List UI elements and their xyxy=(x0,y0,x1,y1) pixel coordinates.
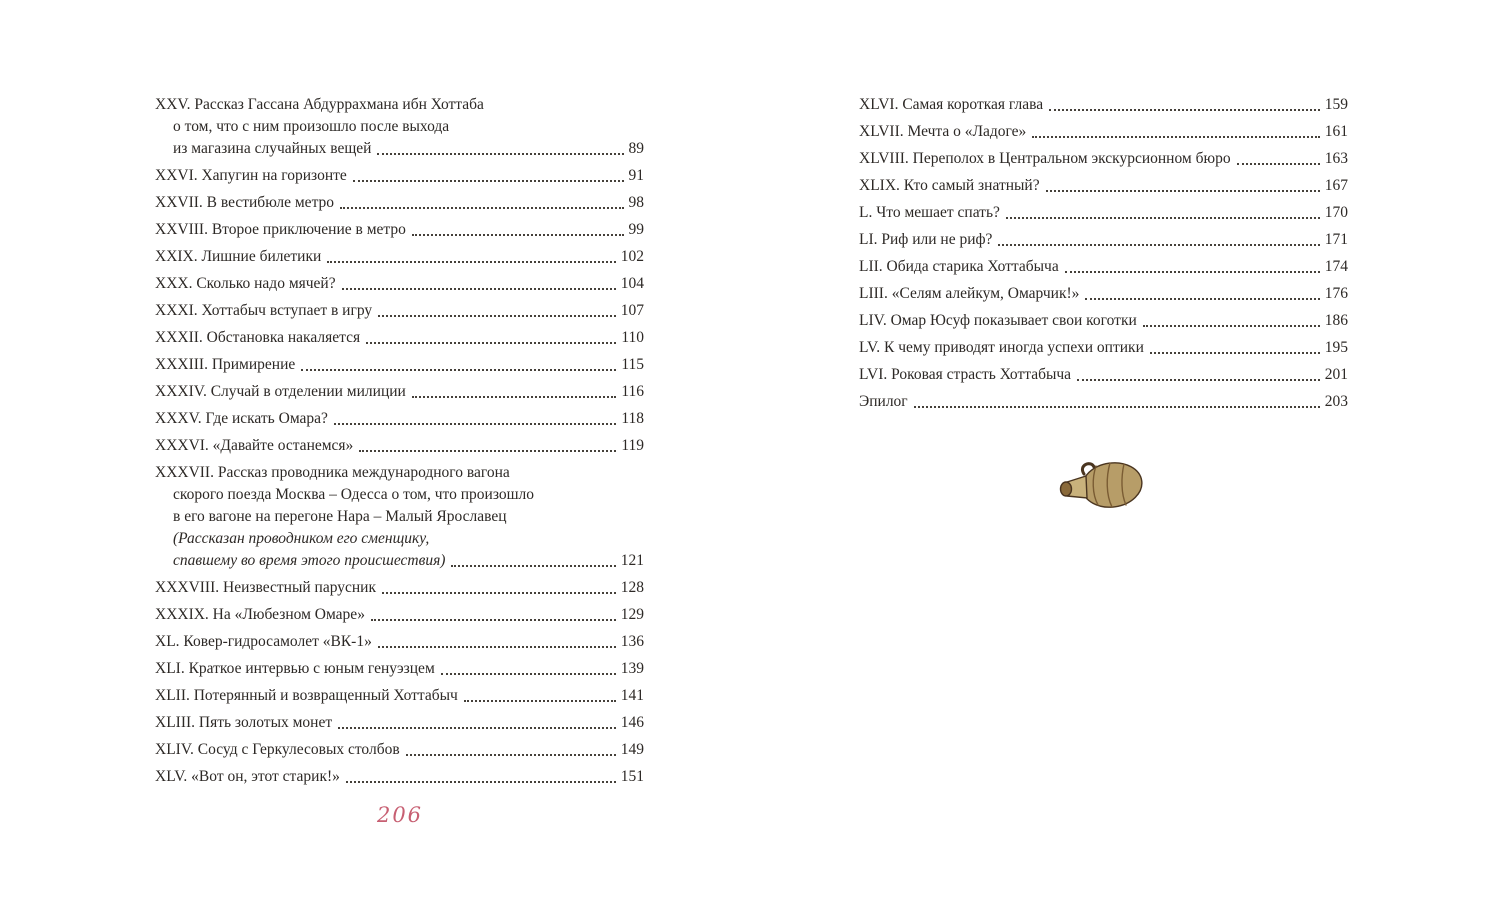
chapter-title-text: XLI. Краткое интервью с юным генуэзцем xyxy=(155,660,435,677)
page-number-folio: 206 xyxy=(376,803,424,827)
toc-entry xyxy=(155,658,644,680)
toc-entry xyxy=(155,685,644,707)
dot-leader xyxy=(338,712,616,729)
chapter-page-number: 136 xyxy=(620,633,644,650)
toc-line xyxy=(859,337,1348,359)
toc-line xyxy=(155,116,644,138)
dot-leader xyxy=(1143,310,1320,327)
toc-line xyxy=(155,577,644,599)
dot-leader xyxy=(1150,337,1320,354)
dot-leader xyxy=(327,246,615,263)
chapter-title-text: XXXVIII. Неизвестный парусник xyxy=(155,579,376,596)
toc-entry xyxy=(155,766,644,788)
chapter-title-text: LIII. «Селям алейкум, Омарчик!» xyxy=(859,285,1080,302)
toc-entry xyxy=(859,94,1348,116)
dot-leader xyxy=(340,192,623,209)
toc-line xyxy=(155,739,644,761)
chapter-page-number: 104 xyxy=(620,275,644,292)
chapter-title-text: LIV. Омар Юсуф показывает свои коготки xyxy=(859,312,1137,329)
toc-line xyxy=(155,658,644,680)
toc-line xyxy=(859,310,1348,332)
chapter-title-text: XL. Ковер-гидросамолет «ВК-1» xyxy=(155,633,372,650)
toc-entry xyxy=(155,577,644,599)
chapter-page-number: 174 xyxy=(1324,258,1348,275)
toc-line xyxy=(155,435,644,457)
chapter-page-number: 171 xyxy=(1324,231,1348,248)
chapter-page-number: 151 xyxy=(620,768,644,785)
dot-leader xyxy=(346,766,616,783)
toc-entry xyxy=(859,364,1348,386)
dot-leader xyxy=(342,273,616,290)
chapter-page-number: 98 xyxy=(628,194,644,211)
jug-illustration xyxy=(1046,450,1152,518)
dot-leader xyxy=(334,408,616,425)
toc-line xyxy=(155,604,644,626)
dot-leader xyxy=(377,138,623,155)
dot-leader xyxy=(412,219,624,236)
chapter-title-text: XXXII. Обстановка накаляется xyxy=(155,329,361,346)
toc-entry xyxy=(859,175,1348,197)
toc-entry xyxy=(155,246,644,268)
chapter-page-number: 170 xyxy=(1324,204,1348,221)
chapter-title-text: XLVI. Самая короткая глава xyxy=(859,96,1044,113)
toc-entry xyxy=(155,94,644,160)
toc-entry xyxy=(859,229,1348,251)
toc-line xyxy=(155,219,644,241)
chapter-page-number: 102 xyxy=(620,248,644,265)
toc-entry xyxy=(859,283,1348,305)
toc-entry xyxy=(155,192,644,214)
chapter-page-number: 141 xyxy=(620,687,644,704)
dot-leader xyxy=(406,739,616,756)
toc-entry xyxy=(155,165,644,187)
dot-leader xyxy=(1077,364,1320,381)
dot-leader xyxy=(1006,202,1320,219)
toc-line xyxy=(155,165,644,187)
toc-entry xyxy=(155,381,644,403)
dot-leader xyxy=(366,327,616,344)
chapter-title-text: (Рассказан проводником его сменщику, xyxy=(173,530,430,547)
chapter-title-text: XLII. Потерянный и возвращенный Хоттабыч xyxy=(155,687,458,704)
dot-leader xyxy=(1237,148,1320,165)
chapter-title-text: из магазина случайных вещей xyxy=(173,140,372,157)
chapter-title-text: LII. Обида старика Хоттабыча xyxy=(859,258,1059,275)
toc-column-right xyxy=(859,94,1348,418)
toc-line xyxy=(859,94,1348,116)
dot-leader xyxy=(1065,256,1320,273)
chapter-page-number: 195 xyxy=(1324,339,1348,356)
toc-entry xyxy=(859,256,1348,278)
chapter-title-text: XLIII. Пять золотых монет xyxy=(155,714,333,731)
toc-line xyxy=(859,256,1348,278)
chapter-title-text: XXXVI. «Давайте останемся» xyxy=(155,437,354,454)
toc-line xyxy=(155,506,644,528)
toc-line xyxy=(155,528,644,550)
chapter-title-text: XXVI. Хапугин на горизонте xyxy=(155,167,347,184)
toc-line xyxy=(859,121,1348,143)
dot-leader xyxy=(353,165,624,182)
dot-leader xyxy=(441,658,616,675)
chapter-page-number: 139 xyxy=(620,660,644,677)
toc-line xyxy=(859,175,1348,197)
toc-line xyxy=(155,354,644,376)
toc-column-left xyxy=(155,94,644,793)
chapter-page-number: 128 xyxy=(620,579,644,596)
chapter-title-text: скорого поезда Москва – Одесса о том, что произошло xyxy=(173,486,535,503)
dot-leader xyxy=(464,685,616,702)
chapter-title-text: спавшему во время этого происшествия) xyxy=(173,552,446,569)
toc-entry xyxy=(155,739,644,761)
dot-leader xyxy=(998,229,1319,246)
chapter-title-text: XXXVII. Рассказ проводника международного вагона xyxy=(155,464,510,481)
toc-line xyxy=(859,148,1348,170)
toc-line xyxy=(155,550,644,572)
chapter-title-text: XLIX. Кто самый знатный? xyxy=(859,177,1040,194)
chapter-title-text: L. Что мешает спать? xyxy=(859,204,1000,221)
dot-leader xyxy=(301,354,616,371)
chapter-page-number: 159 xyxy=(1324,96,1348,113)
chapter-page-number: 167 xyxy=(1324,177,1348,194)
chapter-page-number: 186 xyxy=(1324,312,1348,329)
chapter-title-text: XXXI. Хоттабыч вступает в игру xyxy=(155,302,373,319)
dot-leader xyxy=(371,604,616,621)
chapter-page-number: 121 xyxy=(620,552,644,569)
toc-line xyxy=(859,202,1348,224)
toc-entry xyxy=(155,354,644,376)
chapter-title-text: XXX. Сколько надо мячей? xyxy=(155,275,336,292)
chapter-page-number: 89 xyxy=(628,140,644,157)
chapter-title-text: XXVII. В вестибюле метро xyxy=(155,194,335,211)
toc-line xyxy=(155,327,644,349)
chapter-page-number: 99 xyxy=(628,221,644,238)
toc-line xyxy=(155,484,644,506)
chapter-page-number: 149 xyxy=(620,741,644,758)
toc-entry xyxy=(859,121,1348,143)
dot-leader xyxy=(412,381,616,398)
toc-entry xyxy=(155,435,644,457)
chapter-title-text: LI. Риф или не риф? xyxy=(859,231,993,248)
toc-line xyxy=(155,462,644,484)
toc-entry xyxy=(859,148,1348,170)
dot-leader xyxy=(1085,283,1319,300)
toc-line xyxy=(155,273,644,295)
toc-line xyxy=(155,766,644,788)
chapter-title-text: XLVII. Мечта о «Ладоге» xyxy=(859,123,1027,140)
dot-leader xyxy=(1049,94,1320,111)
chapter-page-number: 115 xyxy=(621,356,644,373)
toc-line xyxy=(155,685,644,707)
chapter-title-text: XLVIII. Переполох в Центральном экскурсионном бюро xyxy=(859,150,1231,167)
chapter-title-text: в его вагоне на перегоне Нара – Малый Ярославец xyxy=(173,508,507,525)
toc-entry xyxy=(859,202,1348,224)
chapter-page-number: 107 xyxy=(620,302,644,319)
dot-leader xyxy=(1046,175,1320,192)
toc-entry xyxy=(859,337,1348,359)
chapter-page-number: 176 xyxy=(1324,285,1348,302)
chapter-title-text: XXVIII. Второе приключение в метро xyxy=(155,221,406,238)
toc-entry xyxy=(155,712,644,734)
toc-entry xyxy=(155,327,644,349)
chapter-title-text: о том, что с ним произошло после выхода xyxy=(173,118,450,135)
chapter-page-number: 118 xyxy=(621,410,644,427)
chapter-page-number: 119 xyxy=(621,437,644,454)
toc-line xyxy=(155,246,644,268)
toc-entry xyxy=(155,631,644,653)
toc-entry xyxy=(859,391,1348,413)
chapter-page-number: 91 xyxy=(628,167,644,184)
chapter-title-text: XXXIV. Случай в отделении милиции xyxy=(155,383,406,400)
chapter-title-text: XXV. Рассказ Гассана Абдуррахмана ибн Хоттаба xyxy=(155,96,484,113)
chapter-title-text: Эпилог xyxy=(859,393,908,410)
chapter-page-number: 163 xyxy=(1324,150,1348,167)
toc-line xyxy=(155,712,644,734)
toc-line xyxy=(155,138,644,160)
jug-icon xyxy=(1046,450,1152,518)
toc-line xyxy=(859,229,1348,251)
chapter-page-number: 116 xyxy=(621,383,644,400)
chapter-title-text: XXXIII. Примирение xyxy=(155,356,296,373)
toc-line xyxy=(859,283,1348,305)
toc-line xyxy=(155,300,644,322)
toc-entry xyxy=(155,604,644,626)
toc-entry xyxy=(155,408,644,430)
toc-line xyxy=(155,631,644,653)
chapter-page-number: 203 xyxy=(1324,393,1348,410)
dot-leader xyxy=(378,300,616,317)
dot-leader xyxy=(359,435,616,452)
dot-leader xyxy=(1032,121,1319,138)
chapter-title-text: LV. К чему приводят иногда успехи оптики xyxy=(859,339,1144,356)
chapter-title-text: XXIX. Лишние билетики xyxy=(155,248,322,265)
dot-leader xyxy=(382,577,616,594)
chapter-page-number: 146 xyxy=(620,714,644,731)
chapter-title-text: XLIV. Сосуд с Геркулесовых столбов xyxy=(155,741,400,758)
chapter-title-text: XXXIX. На «Любезном Омаре» xyxy=(155,606,365,623)
toc-line xyxy=(155,408,644,430)
chapter-title-text: LVI. Роковая страсть Хоттабыча xyxy=(859,366,1072,383)
toc-entry xyxy=(155,273,644,295)
chapter-page-number: 110 xyxy=(621,329,644,346)
chapter-page-number: 201 xyxy=(1324,366,1348,383)
toc-entry xyxy=(155,219,644,241)
chapter-page-number: 129 xyxy=(620,606,644,623)
toc-line xyxy=(155,192,644,214)
toc-line xyxy=(859,364,1348,386)
dot-leader xyxy=(378,631,616,648)
toc-entry xyxy=(155,462,644,572)
toc-entry xyxy=(859,310,1348,332)
toc-line xyxy=(155,381,644,403)
toc-line xyxy=(155,94,644,116)
toc-line xyxy=(859,391,1348,413)
dot-leader xyxy=(914,391,1320,408)
chapter-page-number: 161 xyxy=(1324,123,1348,140)
toc-entry xyxy=(155,300,644,322)
chapter-title-text: XLV. «Вот он, этот старик!» xyxy=(155,768,340,785)
dot-leader xyxy=(451,550,615,567)
chapter-title-text: XXXV. Где искать Омара? xyxy=(155,410,328,427)
